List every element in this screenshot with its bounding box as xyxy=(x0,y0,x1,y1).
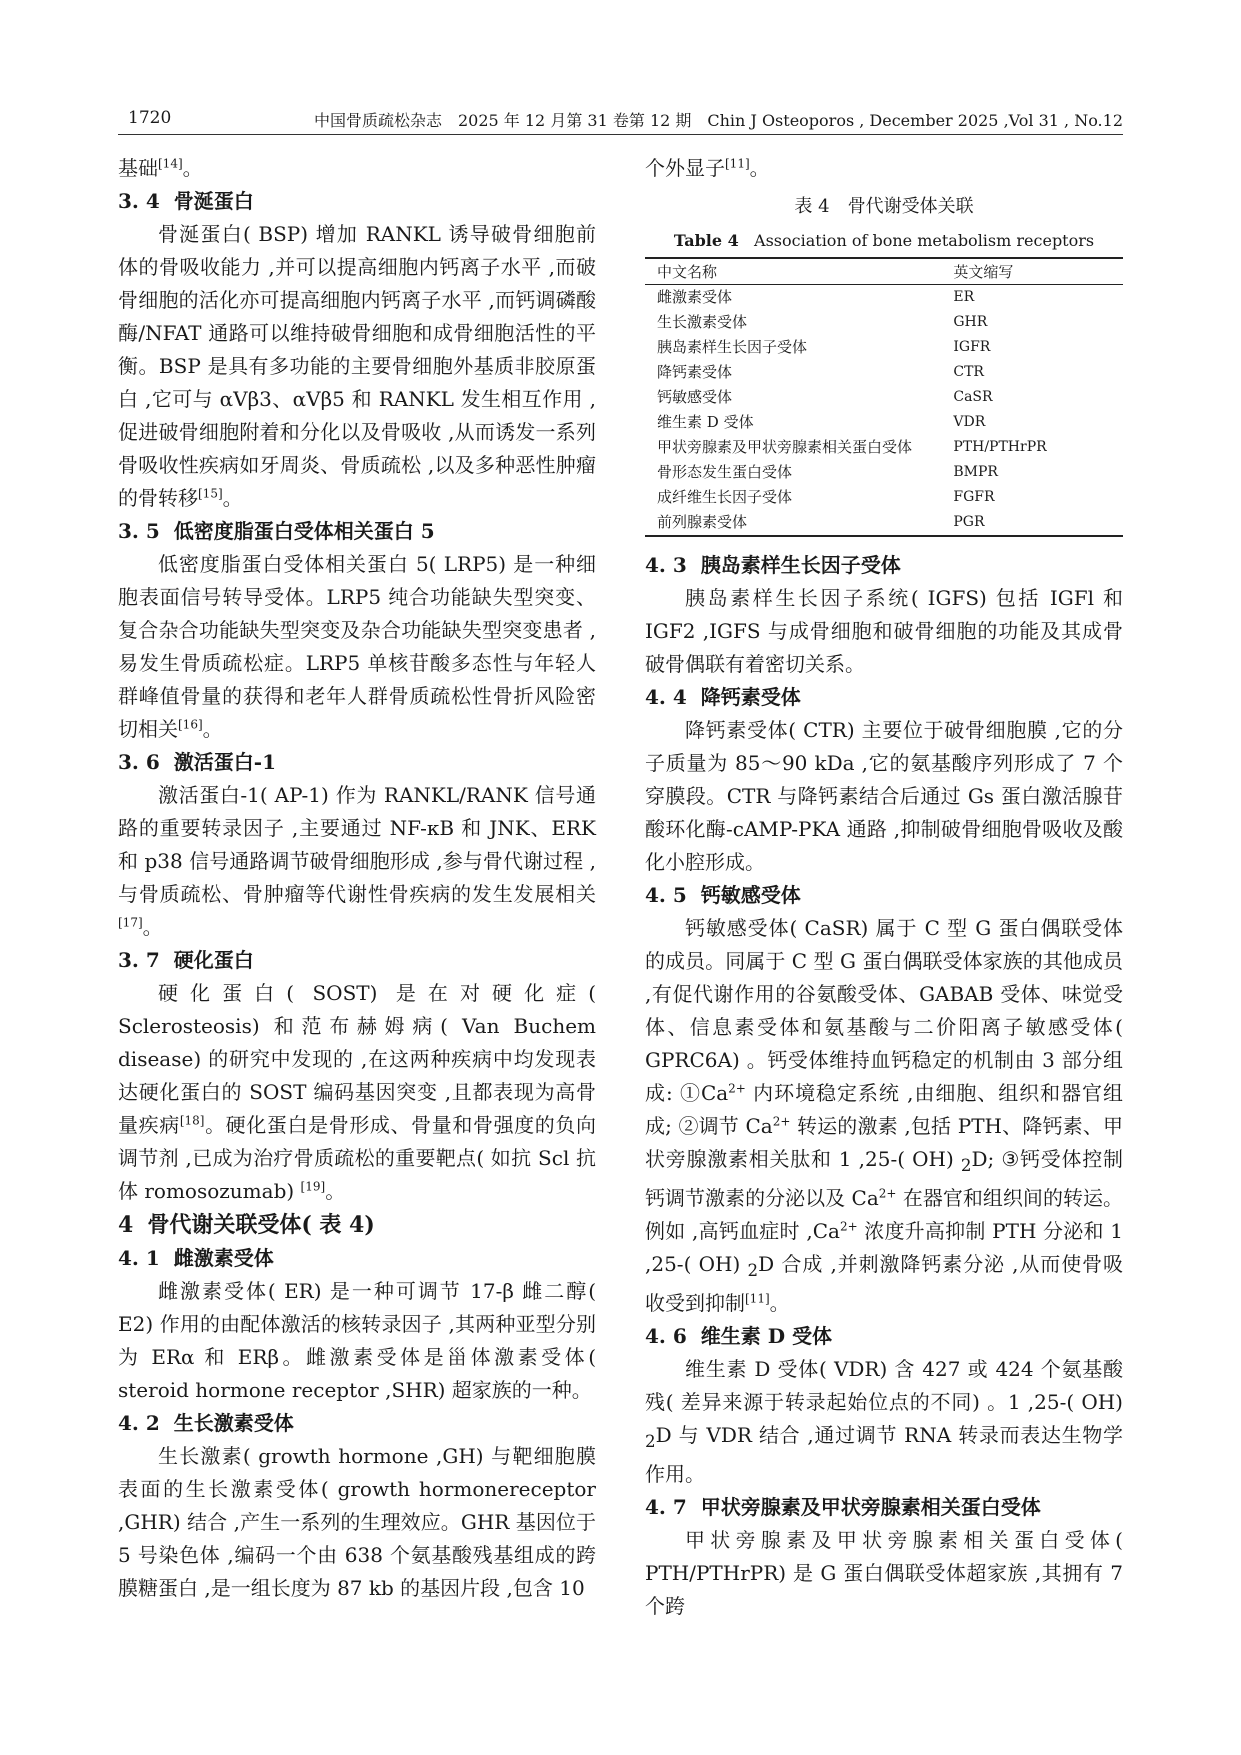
section-heading-4-6: 4. 6 维生素 D 受体 xyxy=(645,1324,833,1348)
table-cell: ER xyxy=(953,289,975,305)
table-row xyxy=(645,460,1123,485)
citation: [17] xyxy=(118,915,143,930)
table-cell: 成纤维生长因子受体 xyxy=(657,488,793,506)
table-row xyxy=(645,310,1123,335)
citation: [19] xyxy=(300,1179,326,1194)
paragraph: 雌激素受体( ER) 是一种可调节 17-β 雌二醇( E2) 作用的由配体激活的核转录因子 ,其两种亚型分别为 ERα 和 ERβ。雌激素受体是甾体激素受体( steroid hormone receptor ,SHR) 超家族的一种。 xyxy=(118,1279,596,1402)
right-column xyxy=(645,152,1123,1623)
citation: [15] xyxy=(198,486,223,501)
table-row xyxy=(645,435,1123,460)
section-heading-3-7: 3. 7 硬化蛋白 xyxy=(118,948,254,972)
section-heading-4-2: 4. 2 生长激素受体 xyxy=(118,1411,294,1435)
table-row xyxy=(645,410,1123,435)
table-cell: 钙敏感受体 xyxy=(657,388,733,406)
table-cell: PGR xyxy=(941,510,1123,536)
table-cell: 骨形态发生蛋白受体 xyxy=(657,463,793,481)
journal-header: 中国骨质疏松杂志 2025 年 12 月第 31 卷第 12 期 Chin J Osteoporos , December 2025 ,Vol 31 , No.12 xyxy=(313,111,1123,130)
receptor-table xyxy=(645,257,1123,537)
section-heading-4-5: 4. 5 钙敏感受体 xyxy=(645,883,801,907)
table-header-row xyxy=(645,258,1123,285)
table-row xyxy=(645,510,1123,536)
citation: [11] xyxy=(745,1291,770,1306)
paragraph: 钙敏感受体( CaSR) 属于 C 型 G 蛋白偶联受体的成员。同属于 C 型 G 蛋白偶联受体家族的其他成员 ,有促代谢作用的谷氨酸受体、GABAB 受体、味觉受体、信息素受体和氨基酸与二价阳离子敏感受体( GPRC6A) 。钙受体维持血钙稳定的机制由 3 部分组成: $①Ca^{2+}$ 内环境稳定系统 ,由细胞、组织和器官组成; ②调节 $Ca^{2+}$ 转运的激素 ,包括 PTH、降钙素、甲状旁腺激素相关肽和 1 ,25-( OH) $_2$D; ③钙受体控制钙调节激素的分泌以及 $Ca^{2+}$ 在器官和组织间的转运。例如 ,高钙血症时 $,Ca^{2+}$ 浓度升高抑制 PTH 分泌和 1 ,25-( OH) $_2$D 合成 ,并刺激降钙素分泌 ,从而使骨吸收受到抑制[11]。 xyxy=(645,916,1123,1315)
table-caption-cn: 表 4 骨代谢受体关联 xyxy=(794,196,974,217)
citation: [18] xyxy=(179,1113,205,1128)
paragraph: 骨涎蛋白( BSP) 增加 RANKL 诱导破骨细胞前体的骨吸收能力 ,并可以提高细胞内钙离子水平 ,而破骨细胞的活化亦可提高细胞内钙离子水平 ,而钙调磷酸酶/NFAT 通路可以维持破骨细胞和成骨细胞活性的平衡。BSP 是具有多功能的主要骨细胞外基质非胶原蛋白 ,它可与 αVβ3、αVβ5 和 RANKL 发生相互作用 ,促进破骨细胞附着和分化以及骨吸收 ,从而诱发一系列骨吸收性疾病如牙周炎、骨质疏松 ,以及多种恶性肿瘤的骨转移[15]。 xyxy=(118,222,596,510)
section-heading-4: 4 骨代谢关联受体( 表 4) xyxy=(118,1212,375,1238)
table-row xyxy=(645,385,1123,410)
table-cell: FGFR xyxy=(953,489,995,505)
citation: [11] xyxy=(725,156,750,171)
table-cell: 胰岛素样生长因子受体 xyxy=(657,338,808,356)
section-heading-3-6: 3. 6 激活蛋白-1 xyxy=(118,750,276,774)
table-cell: GHR xyxy=(953,314,988,330)
table-row xyxy=(645,285,1123,311)
paragraph: 降钙素受体( CTR) 主要位于破骨细胞膜 ,它的分子质量为 85～90 kDa ,它的氨基酸序列形成了 7 个穿膜段。CTR 与降钙素结合后通过 Gs 蛋白激活腺苷酸环化酶-cAMP-PKA 通路 ,抑制破骨细胞骨吸收及酸化小腔形成。 xyxy=(645,718,1123,874)
table-row xyxy=(645,485,1123,510)
paragraph: 维生素 D 受体( VDR) 含 427 或 424 个氨基酸残( 差异来源于转录起始位点的不同) 。1 ,25-( OH) $_2$D 与 VDR 结合 ,通过调节 RNA 转录而表达生物学作用。 xyxy=(645,1357,1123,1486)
paragraph: 胰岛素样生长因子系统( IGFS) 包括 IGFl 和 IGF2 ,IGFS 与成骨细胞和破骨细胞的功能及其成骨破骨偶联有着密切关系。 xyxy=(645,586,1123,676)
paragraph: 基础[14]。 xyxy=(118,156,203,180)
table-cell: 甲状旁腺素及甲状旁腺素相关蛋白受体 xyxy=(657,438,913,456)
citation: [14] xyxy=(158,156,183,171)
table-cell: 雌激素受体 xyxy=(657,288,733,306)
table-cell: 前列腺素受体 xyxy=(645,510,941,536)
paragraph: 生长激素( growth hormone ,GH) 与靶细胞膜表面的生长激素受体( growth hormonereceptor ,GHR) 结合 ,产生一系列的生理效应。GHR 基因位于 5 号染色体 ,编码一个由 638 个氨基酸残基组成的跨膜糖蛋白 ,是一组长度为 87 kb 的基因片段 ,包含 10 xyxy=(118,1444,596,1600)
paragraph: 硬化蛋白( SOST) 是在对硬化症( Sclerosteosis) 和范布赫姆病( Van Buchem disease) 的研究中发现的 ,在这两种疾病中均发现表达硬化蛋白的 SOST 编码基因突变 ,且都表现为高骨量疾病[18]。硬化蛋白是骨形成、骨量和骨强度的负向调节剂 ,已成为治疗骨质疏松的重要靶点( 如抗 Scl 抗体 romosozumab) [19]。 xyxy=(118,981,597,1203)
left-column xyxy=(118,152,596,1605)
section-heading-4-4: 4. 4 降钙素受体 xyxy=(645,685,801,709)
column-header: 中文名称 xyxy=(645,258,941,285)
paragraph: 甲状旁腺素及甲状旁腺素相关蛋白受体( PTH/PTHrPR) 是 G 蛋白偶联受体超家族 ,其拥有 7 个跨 xyxy=(645,1528,1123,1618)
section-heading-4-7: 4. 7 甲状旁腺素及甲状旁腺素相关蛋白受体 xyxy=(645,1495,1041,1519)
table-cell: 维生素 D 受体 xyxy=(657,413,754,431)
table-cell: CaSR xyxy=(953,389,993,405)
paragraph: 激活蛋白-1( AP-1) 作为 RANKL/RANK 信号通路的重要转录因子 ,主要通过 NF-κB 和 JNK、ERK 和 p38 信号通路调节破骨细胞形成 ,参与骨代谢过程 ,与骨质疏松、骨肿瘤等代谢性骨疾病的发生发展相关[17]。 xyxy=(118,783,596,939)
paragraph: 低密度脂蛋白受体相关蛋白 5( LRP5) 是一种细胞表面信号转导受体。LRP5 纯合功能缺失型突变、复合杂合功能缺失型突变及杂合功能缺失型突变患者 ,易发生骨质疏松症。LRP5 单核苷酸多态性与年轻人群峰值骨量的获得和老年人群骨质疏松性骨折风险密切相关[16]。 xyxy=(118,552,596,741)
table-cell: PTH/PTHrPR xyxy=(953,439,1047,455)
section-heading-4-1: 4. 1 雌激素受体 xyxy=(118,1246,274,1270)
table-row xyxy=(645,360,1123,385)
table-cell: IGFR xyxy=(953,339,991,355)
citation: [16] xyxy=(178,717,203,732)
table-cell: 生长激素受体 xyxy=(657,313,748,331)
table-cell: CTR xyxy=(953,364,984,380)
table-cell: VDR xyxy=(953,414,986,430)
running-header xyxy=(118,108,1123,135)
section-heading-3-4: 3. 4 骨涎蛋白 xyxy=(118,189,254,213)
table-cell: BMPR xyxy=(953,464,998,480)
section-heading-3-5: 3. 5 低密度脂蛋白受体相关蛋白 5 xyxy=(118,519,435,543)
paragraph: 个外显子[11]。 xyxy=(645,156,770,180)
table-row xyxy=(645,335,1123,360)
column-header: 英文缩写 xyxy=(941,258,1123,285)
section-heading-4-3: 4. 3 胰岛素样生长因子受体 xyxy=(645,553,901,577)
page-number: 1720 xyxy=(128,108,172,128)
table-cell: 降钙素受体 xyxy=(657,363,733,381)
table-caption-en: Table 4 Association of bone metabolism receptors xyxy=(673,231,1095,250)
